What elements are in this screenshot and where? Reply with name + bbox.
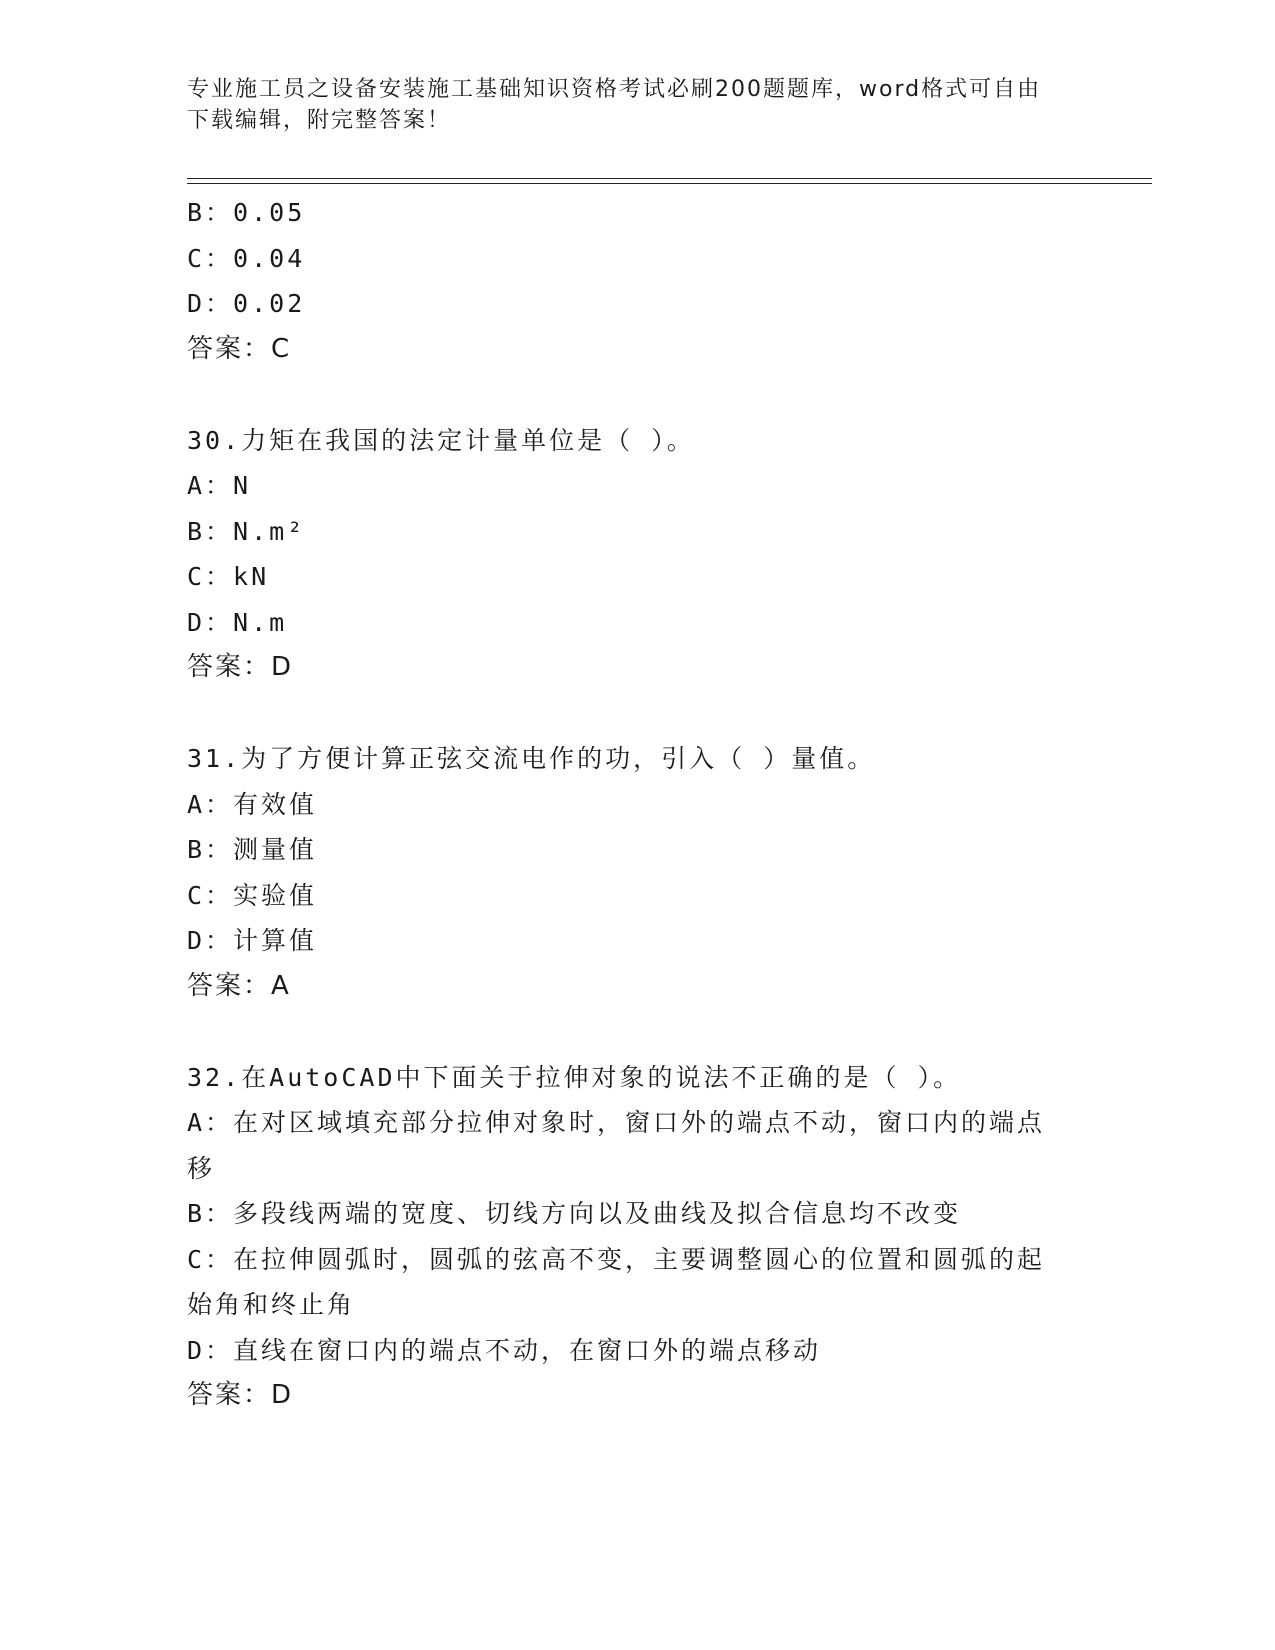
option-b: B：0.05: [187, 198, 306, 227]
option-a: A：在对区域填充部分拉伸对象时，窗口外的端点不动，窗口内的端点: [187, 1108, 1046, 1137]
header-rule-bottom: [187, 183, 1152, 184]
option-a: A：N: [187, 471, 252, 500]
header-line-1: 专业施工员之设备安装施工基础知识资格考试必刷200题题库，word格式可自由: [187, 77, 1042, 102]
option-c: C：0.04: [187, 243, 306, 273]
answer: 答案：C: [187, 333, 292, 364]
question-29-tail: [187, 190, 1087, 372]
option-a: A：有效值: [187, 789, 318, 819]
question-stem: 30.力矩在我国的法定计量单位是（ ）。: [187, 425, 695, 455]
answer: 答案：D: [187, 652, 294, 682]
header-line-2: 下载编辑，附完整答案！: [187, 108, 452, 133]
option-d: D：直线在窗口内的端点不动，在窗口外的端点移动: [187, 1335, 822, 1365]
option-d: D：0.02: [187, 289, 306, 318]
option-c: C：在拉伸圆弧时，圆弧的弦高不变，主要调整圆心的位置和圆弧的起: [187, 1244, 1046, 1274]
question-31: [187, 736, 1087, 1009]
question-list: [187, 190, 1087, 1419]
option-c: C：实验值: [187, 880, 318, 910]
page-header: [187, 74, 1067, 136]
option-d: D：N.m: [187, 607, 288, 637]
answer: 答案：A: [187, 970, 291, 1001]
question-30: [187, 418, 1087, 691]
option-c-continued: 始角和终止角: [187, 1290, 356, 1319]
option-b: B：多段线两端的宽度、切线方向以及曲线及拟合信息均不改变: [187, 1199, 962, 1228]
question-stem: 32.在AutoCAD中下面关于拉伸对象的说法不正确的是（ ）。: [187, 1062, 962, 1092]
question-32: [187, 1055, 1087, 1419]
header-rule-top: [187, 178, 1152, 179]
option-a-continued: 移: [187, 1153, 216, 1183]
option-b: B：测量值: [187, 835, 318, 864]
question-stem: 31.为了方便计算正弦交流电作的功，引入（ ）量值。: [187, 744, 876, 773]
option-c: C：kN: [187, 562, 270, 591]
option-b: B：N.m²: [187, 516, 306, 546]
option-d: D：计算值: [187, 926, 318, 955]
answer: 答案：D: [187, 1380, 294, 1410]
